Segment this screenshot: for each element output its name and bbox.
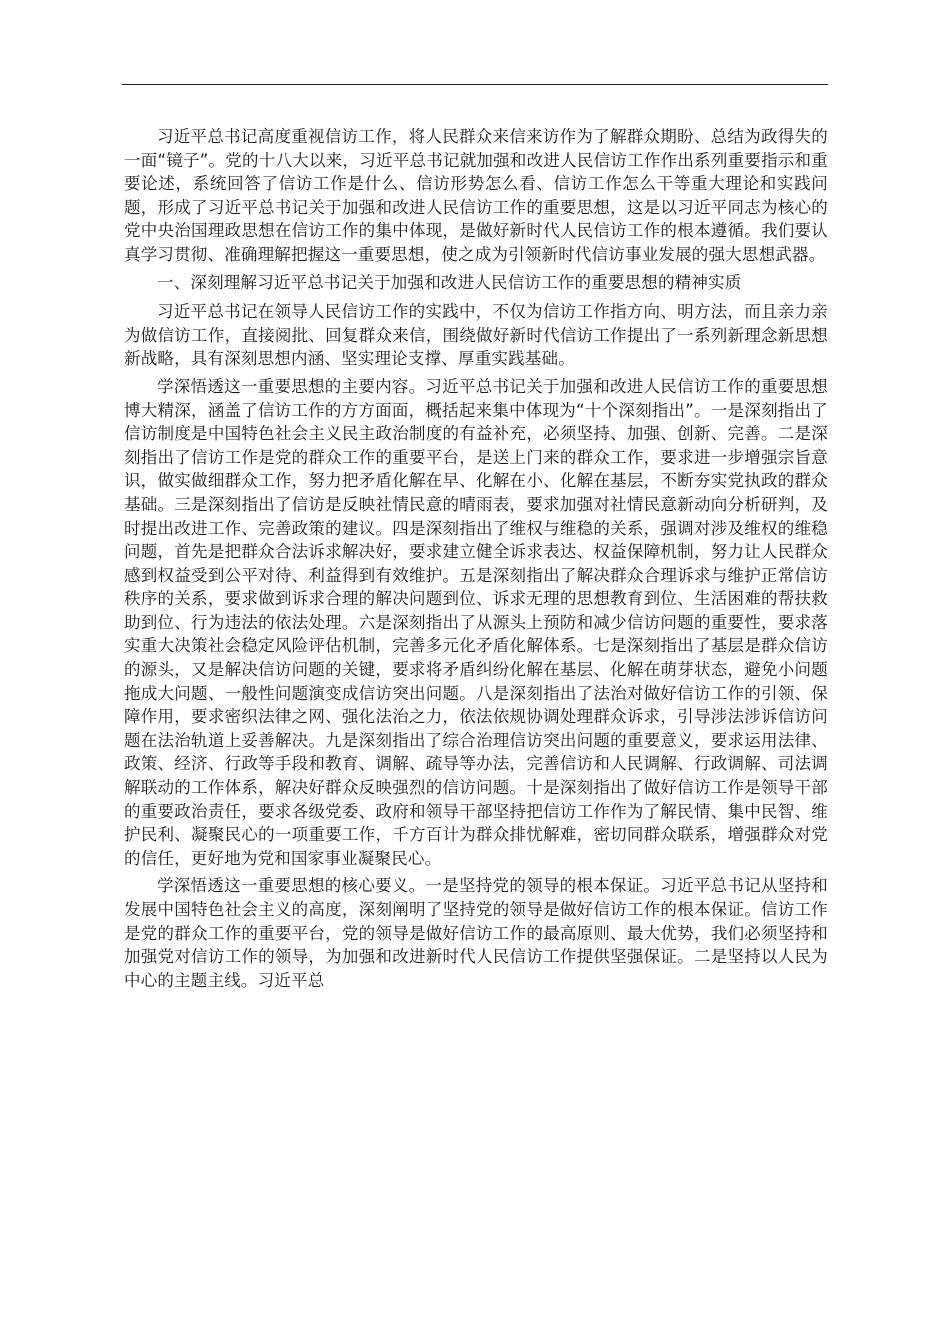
header-rule [122, 84, 828, 85]
body-paragraph: 学深悟透这一重要思想的主要内容。习近平总书记关于加强和改进人民信访工作的重要思想博大精深，涵盖了信访工作的方方面面，概括起来集中体现为“十个深刻指出”。一是深刻指出了信访制度是中国特色社会主义民主政治制度的有益补充，必须坚持、加强、创新、完善。二是深刻指出了信访工作是党的群众工作的重要平台，是送上门来的群众工作，要求进一步增强宗旨意识，做实做细群众工作，努力把矛盾化解在早、化解在小、化解在基层，不断夯实党执政的群众基础。三是深刻指出了信访是反映社情民意的晴雨表，要求加强对社情民意新动向分析研判，及时提出改进工作、完善政策的建议。四是深刻指出了维权与维稳的关系，强调对涉及维权的维稳问题，首先是把群众合法诉求解决好，要求建立健全诉求表达、权益保障机制，努力让人民群众感到权益受到公平对待、利益得到有效维护。五是深刻指出了解决群众合理诉求与维护正常信访秩序的关系，要求做到诉求合理的解决问题到位、诉求无理的思想教育到位、生活困难的帮扶救助到位、行为违法的依法处理。六是深刻指出了从源头上预防和减少信访问题的重要性，要求落实重大决策社会稳定风险评估机制，完善多元化矛盾化解体系。七是深刻指出了基层是群众信访的源头，又是解决信访问题的关键，要求将矛盾纠纷化解在基层、化解在萌芽状态，避免小问题拖成大问题、一般性问题演变成信访突出问题。八是深刻指出了法治对做好信访工作的引领、保障作用，要求密织法律之网、强化法治之力，依法依规协调处理群众诉求，引导涉法涉诉信访问题在法治轨道上妥善解决。九是深刻指出了综合治理信访突出问题的重要意义，要求运用法律、政策、经济、行政等手段和教育、调解、疏导等办法，完善信访和人民调解、行政调解、司法调解联动的工作体系，解决好群众反映强烈的信访问题。十是深刻指出了做好信访工作是领导干部的重要政治责任，要求各级党委、政府和领导干部坚持把信访工作作为了解民情、集中民智、维护民利、凝聚民心的一项重要工作，千方百计为群众排忧解难，密切同群众联系，增强群众对党的信任，更好地为党和国家事业凝聚民心。 [124, 376, 828, 868]
document-body [124, 125, 828, 992]
body-paragraph: 习近平总书记在领导人民信访工作的实践中，不仅为信访工作指方向、明方法，而且亲力亲为做信访工作，直接阅批、回复群众来信，围绕做好新时代信访工作提出了一系列新理念新思想新战略，具有深刻思想内涵、坚实理论支撑、厚重实践基础。 [124, 302, 828, 369]
intro-paragraph: 习近平总书记高度重视信访工作，将人民群众来信来访作为了解群众期盼、总结为政得失的一面“镜子”。党的十八大以来，习近平总书记就加强和改进人民信访工作作出系列重要指示和重要论述，系统回答了信访工作是什么、信访形势怎么看、信访工作怎么干等重大理论和实践问题，形成了习近平总书记关于加强和改进人民信访工作的重要思想，这是以习近平同志为核心的党中央治国理政思想在信访工作的集中体现，是做好新时代人民信访工作的根本遵循。我们要认真学习贯彻、准确理解把握这一重要思想，使之成为引领新时代信访事业发展的强大思想武器。 [124, 127, 828, 264]
body-paragraph: 学深悟透这一重要思想的核心要义。一是坚持党的领导的根本保证。习近平总书记从坚持和发展中国特色社会主义的高度，深刻阐明了坚持党的领导是做好信访工作的根本保证。信访工作是党的群众工作的重要平台，党的领导是做好信访工作的最高原则、最大优势，我们必须坚持和加强党对信访工作的领导，为加强和改进新时代人民信访工作提供坚强保证。二是坚持以人民为中心的主题主线。习近平总 [124, 876, 828, 990]
section-heading: 一、深刻理解习近平总书记关于加强和改进人民信访工作的重要思想的精神实质 [157, 272, 742, 292]
